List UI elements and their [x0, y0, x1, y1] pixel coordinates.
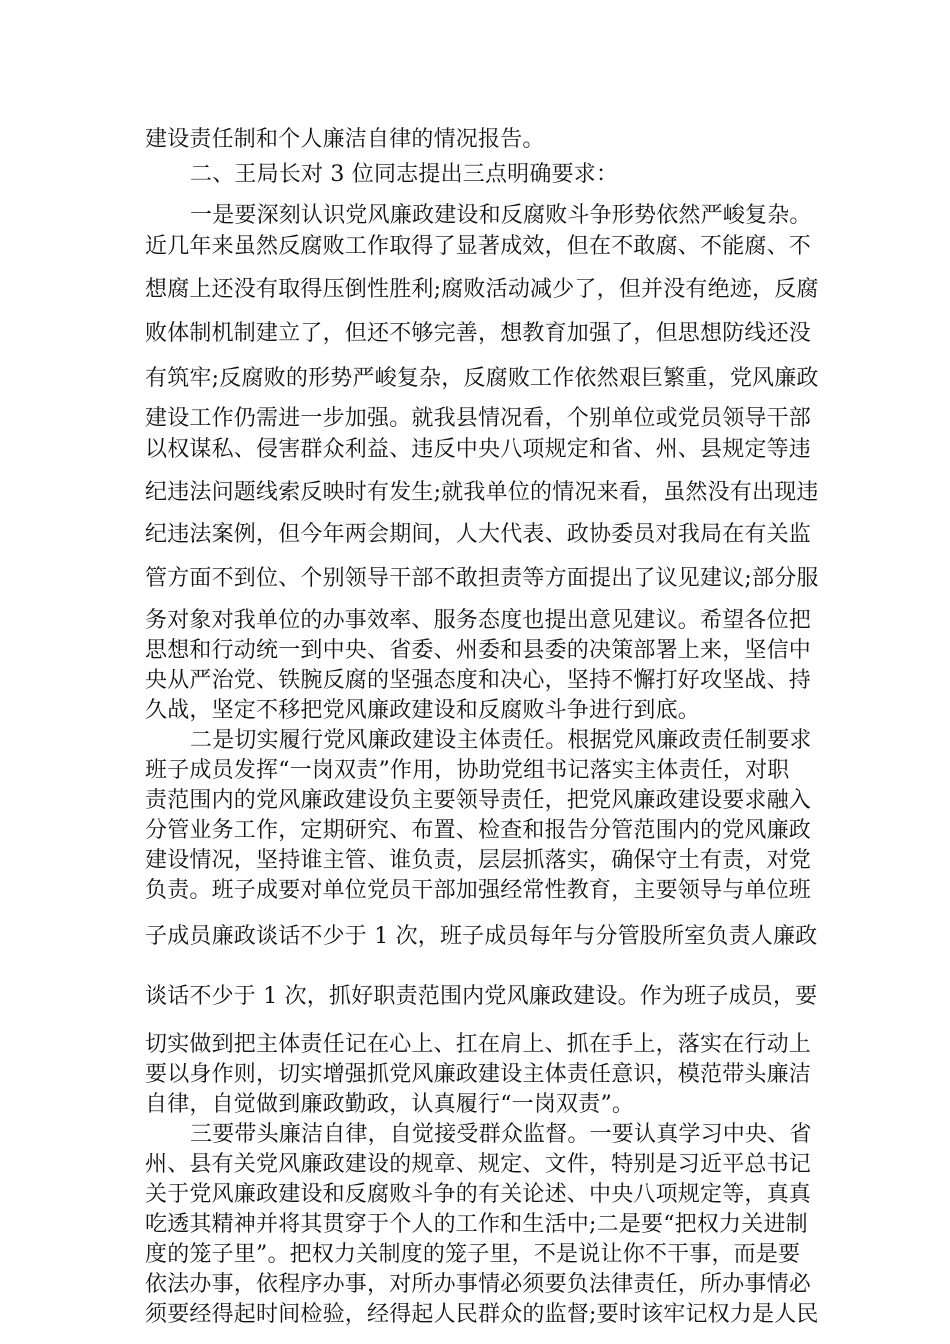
text-line: 纪违法问题线索反映时有发生;就我单位的情况来看，虽然没有出现违	[145, 480, 819, 505]
text-line: 三要带头廉洁自律，自觉接受群众监督。一要认真学习中央、省	[190, 1122, 812, 1147]
text-line: 须要经得起时间检验，经得起人民群众的监督;要时该牢记权力是人民	[145, 1302, 819, 1327]
text-line: 一是要深刻认识党风廉政建设和反腐败斗争形势依然严峻复杂。	[190, 203, 812, 228]
text-line: 建设工作仍需进一步加强。就我县情况看，个别单位或党员领导干部	[145, 406, 812, 431]
text-line: 吃透其精神并将其贯穿于个人的工作和生活中;二是要“把权力关进制	[145, 1212, 808, 1237]
text-line: 央从严治党、铁腕反腐的坚强态度和决心，坚持不懈打好攻坚战、持	[145, 668, 812, 693]
text-line: 管方面不到位、个别领导干部不敢担责等方面提出了议见建议;部分服	[145, 566, 819, 591]
text-line: 要以身作则，切实增强抓党风廉政建设主体责任意识，模范带头廉洁	[145, 1062, 812, 1087]
text-line: 思想和行动统一到中央、省委、州委和县委的决策部署上来，坚信中	[145, 638, 812, 663]
text-line: 二是切实履行党风廉政建设主体责任。根据党风廉政责任制要求	[190, 728, 812, 753]
text-line: 谈话不少于 1 次，抓好职责范围内党风廉政建设。作为班子成员，要	[145, 984, 818, 1009]
text-line: 分管业务工作，定期研究、布置、检查和报告分管范围内的党风廉政	[145, 818, 812, 843]
text-line: 切实做到把主体责任记在心上、扛在肩上、抓在手上，落实在行动上	[145, 1032, 812, 1057]
text-line: 州、县有关党风廉政建设的规章、规定、文件，特别是习近平总书记	[145, 1152, 812, 1177]
text-line: 建设情况，坚持谁主管、谁负责，层层抓落实，确保守土有责，对党	[145, 848, 812, 873]
text-line: 自律，自觉做到廉政勤政，认真履行“一岗双责”。	[145, 1092, 635, 1117]
text-line: 久战，坚定不移把党风廉政建设和反腐败斗争进行到底。	[145, 698, 701, 723]
section-heading: 二、王局长对 3 位同志提出三点明确要求：	[190, 162, 619, 187]
text-line: 依法办事，依程序办事，对所办事情必须要负法律责任，所办事情必	[145, 1272, 812, 1297]
text-line: 以权谋私、侵害群众利益、违反中央八项规定和省、州、县规定等违	[145, 437, 812, 462]
text-line: 班子成员发挥“一岗双责”作用，协助党组书记落实主体责任，对职	[145, 758, 790, 783]
text-line: 责范围内的党风廉政建设负主要领导责任，把党风廉政建设要求融入	[145, 788, 812, 813]
text-line: 败体制机制建立了，但还不够完善，想教育加强了，但思想防线还没	[145, 321, 812, 346]
text-line: 建设责任制和个人廉洁自律的情况报告。	[145, 127, 545, 152]
text-line: 近几年来虽然反腐败工作取得了显著成效，但在不敢腐、不能腐、不	[145, 234, 812, 259]
text-line: 关于党风廉政建设和反腐败斗争的有关论述、中央八项规定等，真真	[145, 1182, 812, 1207]
text-line: 纪违法案例，但今年两会期间，人大代表、政协委员对我局在有关监	[145, 522, 812, 547]
text-line: 子成员廉政谈话不少于 1 次，班子成员每年与分管股所室负责人廉政	[145, 924, 818, 949]
text-line: 务对象对我单位的办事效率、服务态度也提出意见建议。希望各位把	[145, 608, 812, 633]
text-line: 负责。班子成要对单位党员干部加强经常性教育，主要领导与单位班	[145, 878, 812, 903]
text-line: 想腐上还没有取得压倒性胜利;腐败活动减少了，但并没有绝迹，反腐	[145, 277, 819, 302]
text-line: 有筑牢;反腐败的形势严峻复杂，反腐败工作依然艰巨繁重，党风廉政	[145, 366, 819, 391]
text-line: 度的笼子里”。把权力关制度的笼子里，不是说让你不干事，而是要	[145, 1242, 801, 1267]
